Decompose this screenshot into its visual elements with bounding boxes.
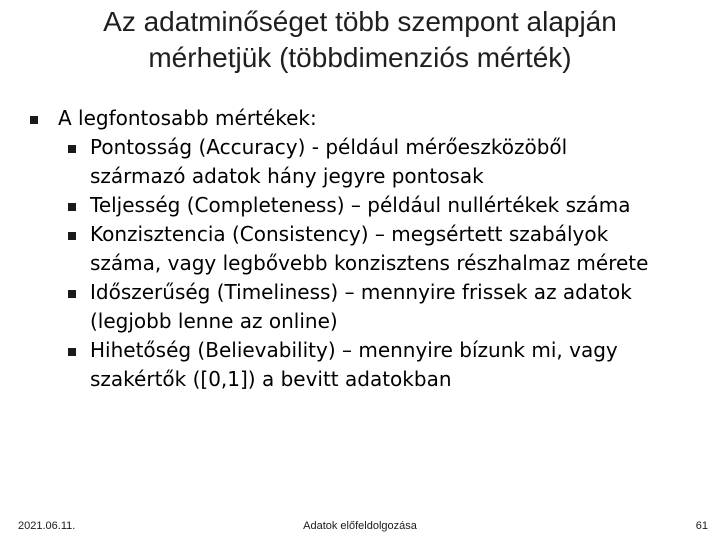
sub-bullet-list xyxy=(28,133,698,394)
square-bullet-icon xyxy=(68,203,76,211)
slide-title xyxy=(20,4,700,76)
sub-bullet-completeness-line-1: Teljesség (Completeness) – például nullértékek száma xyxy=(90,193,631,217)
sub-bullet-believability-line-1: Hihetőség (Believability) – mennyire bízunk mi, vagy xyxy=(90,338,618,362)
footer-title: Adatok előfeldolgozása xyxy=(303,520,417,532)
sub-bullet-consistency-line-1: Konzisztencia (Consistency) – megsértett szabályok xyxy=(90,222,609,246)
sub-bullet-consistency xyxy=(28,220,698,278)
slide-content xyxy=(28,104,698,394)
slide-title-line-1: Az adatminőséget több szempont alapján xyxy=(103,6,617,37)
sub-bullet-accuracy-line-1: Pontosság (Accuracy) - például mérőeszközöből xyxy=(90,135,568,159)
square-bullet-icon xyxy=(68,145,76,153)
sub-bullet-timeliness-line-1: Időszerűség (Timeliness) – mennyire frissek az adatok xyxy=(90,280,632,304)
sub-bullet-believability xyxy=(28,336,698,394)
sub-bullet-completeness xyxy=(28,191,698,220)
sub-bullet-accuracy xyxy=(28,133,698,191)
main-bullet-text: A legfontosabb mértékek: xyxy=(58,106,317,130)
sub-bullet-timeliness-line-2: (legjobb lenne az online) xyxy=(90,309,338,333)
slide-title-line-2: mérhetjük (többdimenziós mérték) xyxy=(148,42,572,73)
square-bullet-icon xyxy=(30,116,38,124)
sub-bullet-timeliness xyxy=(28,278,698,336)
square-bullet-icon xyxy=(68,348,76,356)
footer-date: 2021.06.11. xyxy=(18,520,76,532)
sub-bullet-accuracy-line-2: származó adatok hány jegyre pontosak xyxy=(90,164,484,188)
sub-bullet-believability-line-2: szakértők ([0,1]) a bevitt adatokban xyxy=(90,367,452,391)
square-bullet-icon xyxy=(68,232,76,240)
square-bullet-icon xyxy=(68,290,76,298)
main-bullet-item xyxy=(28,104,698,133)
page-number: 61 xyxy=(695,520,708,532)
sub-bullet-consistency-line-2: száma, vagy legbővebb konzisztens részhalmaz mérete xyxy=(90,251,649,275)
